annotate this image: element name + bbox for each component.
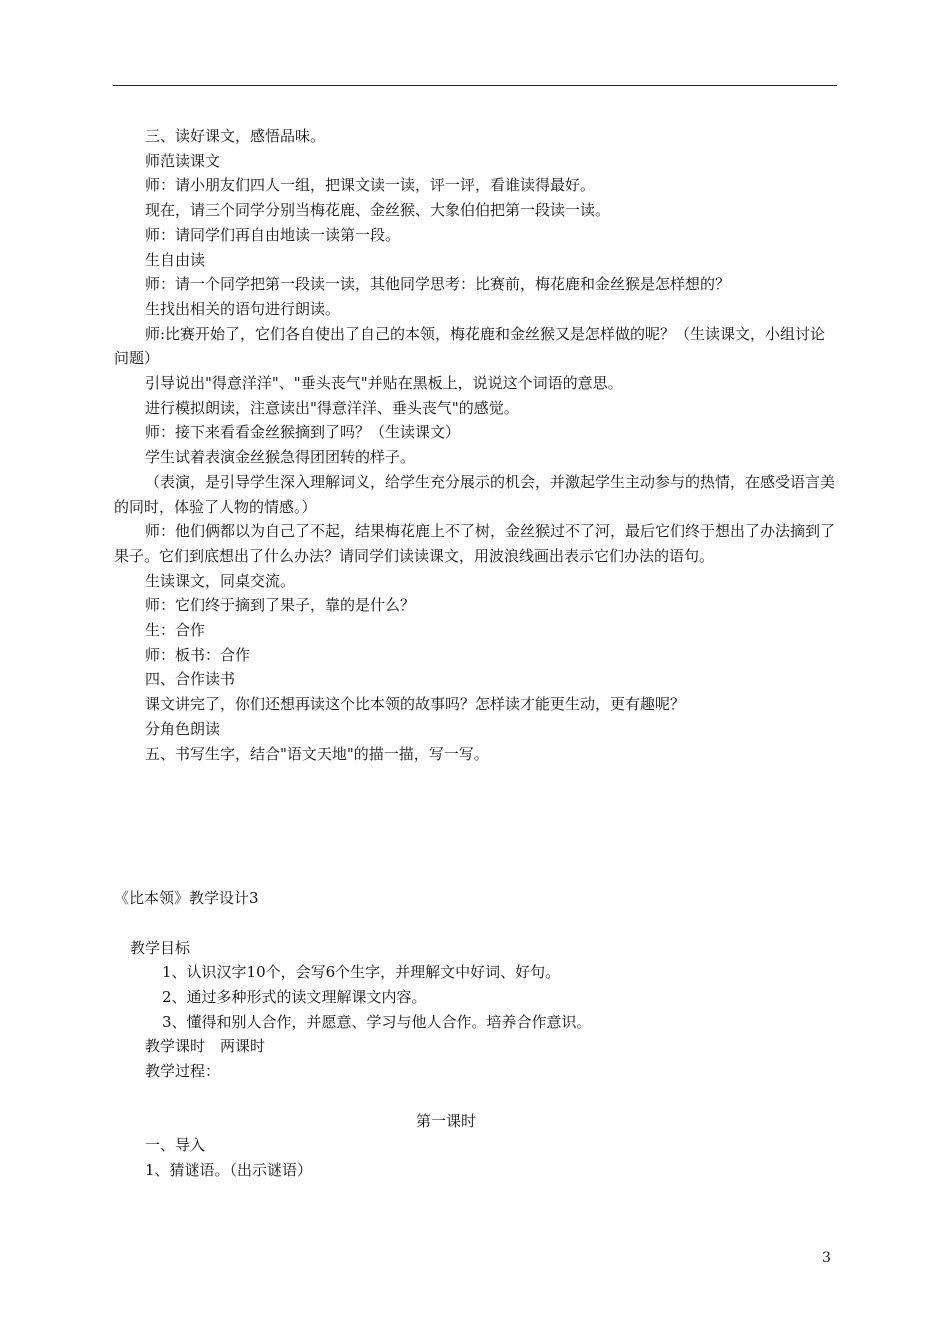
paragraph: 分角色朗读 [145,719,221,738]
paragraph: 现在，请三个同学分别当梅花鹿、金丝猴、大象伯伯把第一段读一读。 [145,201,611,220]
paragraph: 师：他们俩都以为自己了不起，结果梅花鹿上不了树，金丝猴过不了河，最后它们终于想出了办法摘到了果子。它们到底想出了什么办法？请同学们读读课文，用波浪线画出表示它们办法的语句。 [114,522,836,565]
paragraph: 师：它们终于摘到了果子，靠的是什么？ [145,596,416,615]
header-rule [113,85,837,86]
paragraph: 生自由读 [145,250,206,269]
paragraph: （表演，是引导学生深入理解词义，给学生充分展示的机会，并激起学生主动参与的热情，在感受语言美的同时，体验了人物的情感。） [114,472,836,516]
paragraph: 四、合作读书 [145,670,236,689]
paragraph: 师：请同学们再自由地读一读第一段。 [145,225,401,244]
paragraph: 五、书写生字，结合"语文天地"的描一描，写一写。 [145,744,489,763]
paragraph: 生读课文，同桌交流。 [145,571,296,590]
blank-line [114,1084,838,1109]
paragraph: 师：接下来看看金丝猴摘到了吗？（生读课文） [145,423,461,442]
paragraph: 师：请小朋友们四人一组，把课文读一读，评一评，看谁读得最好。 [145,176,596,195]
goal-item: 1、认识汉字10个，会写6个生字，并理解文中好词、好句。 [162,963,561,982]
paragraph: 生：合作 [145,621,206,640]
page-number: 3 [822,1250,831,1266]
paragraph: 进行模拟朗读，注意读出"得意洋洋、垂头丧气"的感觉。 [145,398,519,417]
design-title: 《比本领》教学设计3 [114,889,259,908]
blank-line [114,911,838,936]
paragraph: 师：请一个同学把第一段读一读，其他同学思考：比赛前，梅花鹿和金丝猴是怎样想的？ [145,275,731,294]
goal-item: 3、懂得和别人合作，并愿意、学习与他人合作。培养合作意识。 [162,1012,592,1031]
paragraph: 师:比赛开始了，它们各自使出了自己的本领，梅花鹿和金丝猴又是怎样做的呢？（生读课文，小组讨论问题） [114,324,826,368]
lesson-title: 第一课时 [415,1111,476,1130]
paragraph: 师范读课文 [145,151,221,170]
goals-heading: 教学目标 [130,938,191,957]
paragraph: 师：板书：合作 [145,645,251,664]
paragraph: 三、读好课文，感悟品味。 [145,127,326,145]
intro-item: 1、猜谜语。（出示谜语） [145,1160,313,1179]
paragraph: 学生试着表演金丝猴急得团团转的样子。 [145,448,416,467]
class-hours: 教学课时 两课时 [145,1037,266,1056]
goal-item: 2、通过多种形式的读文理解课文内容。 [162,988,427,1007]
intro-heading: 一、导入 [145,1136,206,1155]
paragraph: 生找出相关的语句进行朗读。 [145,299,341,318]
blank-space [114,766,838,886]
document-body [114,124,838,1183]
paragraph: 课文讲完了，你们还想再读这个比本领的故事吗？怎样读才能更生动，更有趣呢？ [145,695,686,714]
process-heading: 教学过程： [145,1062,221,1081]
paragraph: 引导说出"得意洋洋"、"垂头丧气"并贴在黑板上，说说这个词语的意思。 [145,374,623,393]
